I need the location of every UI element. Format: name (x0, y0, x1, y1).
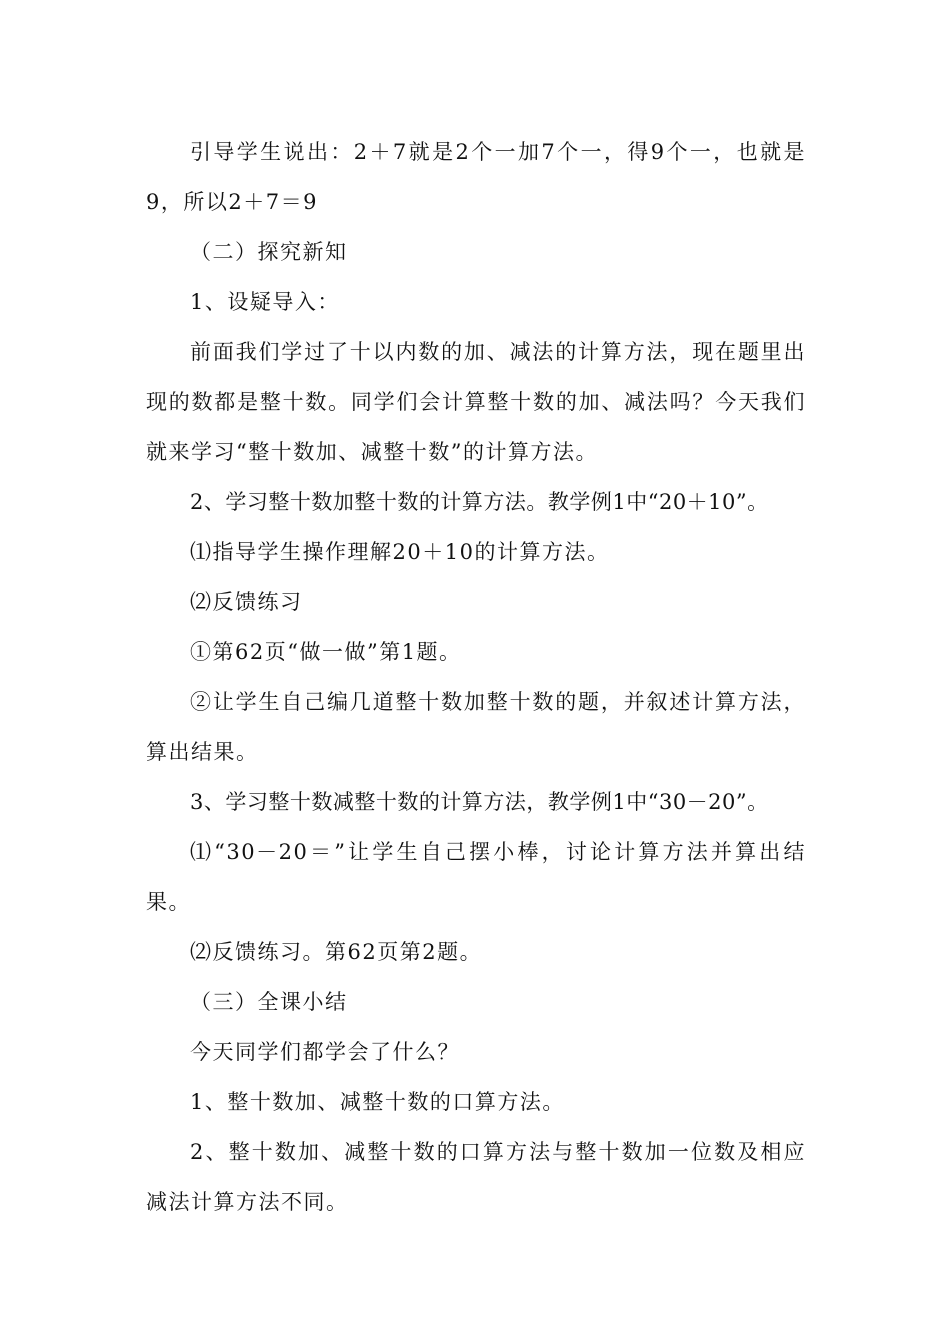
list-item: ⑴“30－20＝”让学生自己摆小棒，讨论计算方法并算出结果。 (146, 840, 806, 914)
list-item: ①第62页“做一做”第1题。 (190, 640, 462, 664)
list-item: ②让学生自己编几道整十数加整十数的题，并叙述计算方法，算出结果。 (146, 690, 806, 764)
subsection-heading: 3、学习整十数减整十数的计算方法，教学例1中“30－20”。 (190, 790, 769, 814)
paragraph: 前面我们学过了十以内数的加、减法的计算方法，现在题里出现的数都是整十数。同学们会计算整十数的加、减法吗？今天我们就来学习“整十数加、减整十数”的计算方法。 (146, 340, 806, 464)
section-heading: （二）探究新知 (190, 240, 348, 264)
list-item: ⑴指导学生操作理解20＋10的计算方法。 (190, 540, 610, 564)
list-item: ⑵反馈练习 (190, 590, 303, 614)
document-body (146, 127, 806, 1227)
subsection-heading: 1、设疑导入： (190, 290, 340, 314)
paragraph: 引导学生说出：2＋7就是2个一加7个一，得9个一，也就是9，所以2＋7＝9 (146, 140, 806, 214)
paragraph: 今天同学们都学会了什么？ (190, 1040, 460, 1064)
list-item: ⑵反馈练习。第62页第2题。 (190, 940, 483, 964)
list-item: 1、整十数加、减整十数的口算方法。 (190, 1090, 565, 1114)
section-heading: （三）全课小结 (190, 990, 348, 1014)
list-item: 2、整十数加、减整十数的口算方法与整十数加一位数及相应减法计算方法不同。 (146, 1140, 806, 1214)
subsection-heading: 2、学习整十数加整十数的计算方法。教学例1中“20＋10”。 (190, 490, 769, 514)
